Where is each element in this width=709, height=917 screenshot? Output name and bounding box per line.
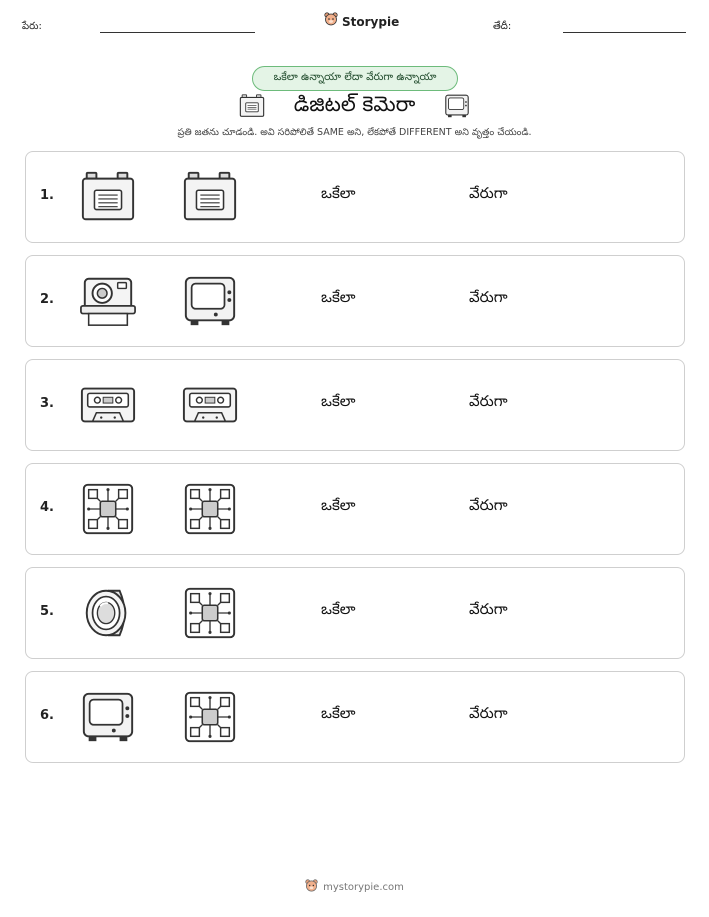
question-row-3	[25, 359, 685, 451]
option-different[interactable]: వేరుగా	[469, 184, 508, 202]
row-number: 5.	[40, 604, 54, 619]
row-number: 3.	[40, 396, 54, 411]
option-different[interactable]: వేరుగా	[469, 392, 508, 410]
cassette-icon	[79, 376, 137, 434]
instructions: ప్రతి జతను చూడండి. అవి సరిపోలితే SAME అని, లేకపోతే DIFFERENT అని వృత్తం చేయండి.	[177, 127, 532, 138]
option-same[interactable]: ఒకేలా	[321, 288, 356, 306]
option-different[interactable]: వేరుగా	[469, 600, 508, 618]
option-same[interactable]: ఒకేలా	[321, 184, 356, 202]
question-row-5	[25, 567, 685, 659]
instant-camera-icon	[79, 272, 137, 330]
battery-icon	[79, 168, 137, 226]
crt-monitor-icon	[79, 688, 137, 746]
option-same[interactable]: ఒకేలా	[321, 496, 356, 514]
circuit-chip-icon	[181, 688, 239, 746]
crt-monitor-icon	[181, 272, 239, 330]
option-same[interactable]: ఒకేలా	[321, 600, 356, 618]
circuit-chip-icon	[181, 584, 239, 642]
brand-logo	[324, 12, 399, 31]
option-different[interactable]: వేరుగా	[469, 704, 508, 722]
option-same[interactable]: ఒకేలా	[321, 704, 356, 722]
footer-url[interactable]: mystorypie.com	[323, 882, 404, 893]
battery-icon	[181, 168, 239, 226]
question-row-6	[25, 671, 685, 763]
camera-lens-icon	[79, 584, 137, 642]
brand-name: Storypie	[342, 14, 400, 29]
footer	[0, 879, 709, 896]
row-number: 4.	[40, 500, 54, 515]
page-title: డిజిటల్ కెమెరా	[293, 92, 416, 116]
row-number: 1.	[40, 188, 54, 203]
bear-mascot-icon	[324, 12, 338, 31]
row-number: 2.	[40, 292, 54, 307]
circuit-chip-icon	[181, 480, 239, 538]
option-same[interactable]: ఒకేలా	[321, 392, 356, 410]
crt-monitor-icon	[443, 93, 471, 123]
cassette-icon	[181, 376, 239, 434]
circuit-chip-icon	[79, 480, 137, 538]
worksheet-badge: ఒకేలా ఉన్నాయా లేదా వేరుగా ఉన్నాయా	[252, 66, 458, 91]
option-different[interactable]: వేరుగా	[469, 496, 508, 514]
question-row-1	[25, 151, 685, 243]
question-row-2	[25, 255, 685, 347]
option-different[interactable]: వేరుగా	[469, 288, 508, 306]
date-line[interactable]	[563, 32, 686, 33]
question-row-4	[25, 463, 685, 555]
name-label: పేరు:	[22, 21, 42, 32]
row-number: 6.	[40, 708, 54, 723]
date-label: తేదీ:	[493, 21, 512, 32]
name-line[interactable]	[100, 32, 255, 33]
bear-mascot-icon	[305, 879, 318, 896]
